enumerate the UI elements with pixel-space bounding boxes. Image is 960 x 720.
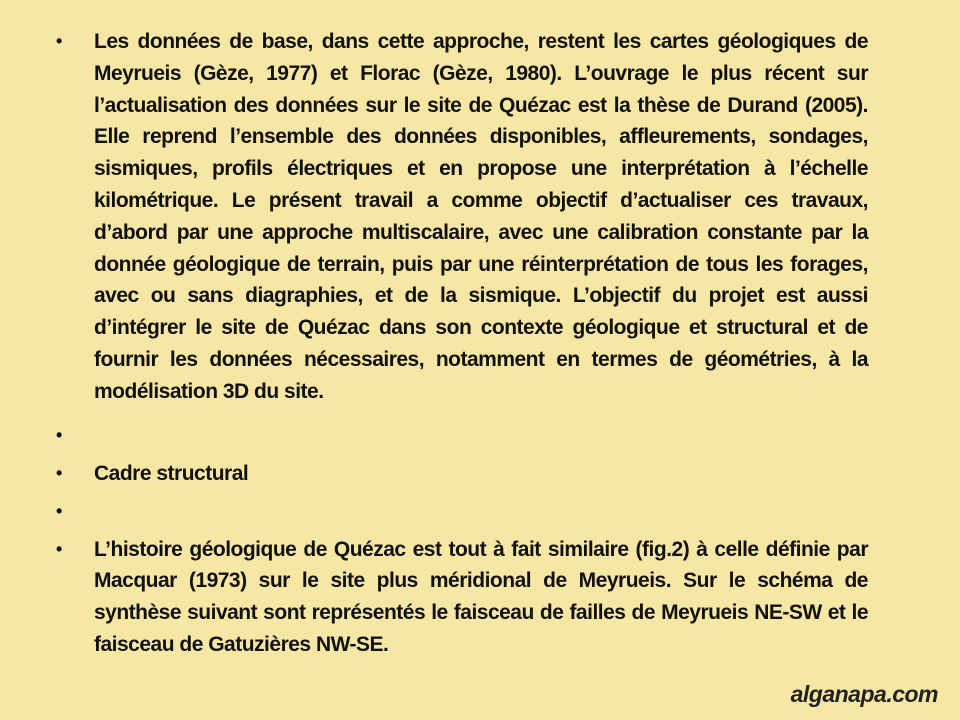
watermark: alganapa.com	[790, 681, 938, 707]
bullet-item-heading	[56, 458, 868, 496]
bullet-dot: •	[56, 538, 62, 559]
bullet-dot: •	[56, 500, 62, 521]
section-heading: Cadre structural	[94, 461, 249, 485]
bullet-dot: •	[56, 462, 62, 483]
bullet-dot: •	[56, 424, 62, 445]
bullet-item-data-sources	[56, 26, 868, 408]
bullet-list	[56, 26, 868, 661]
bullet-item-geologic-history	[56, 534, 868, 661]
bullet-text: L’histoire géologique de Quézac est tout à fait similaire (fig.2) à celle définie par Macquar (1973) sur le site plus méridional de Meyrueis. Sur le schéma de synthèse suivant sont représentés le faisceau de failles de Meyrueis NE-SW et le faisceau de Gatuzières NW-SE.	[94, 537, 868, 656]
bullet-dot: •	[56, 31, 62, 51]
bullet-text: Les données de base, dans cette approche, restent les cartes géologiques de Meyrueis (Gèze, 1977) et Florac (Gèze, 1980). L’ouvrage le plus récent sur l’actualisation des données sur le site de Quézac est la thèse de Durand (2005). Elle reprend l’ensemble des données disponibles, affleurements, sondages, sismiques, profils électriques et en propose une interprétation à l’échelle kilométrique. Le présent travail a comme objectif d’actualiser ces travaux, d’abord par une approche multiscalaire, avec une calibration constante par la donnée géologique de terrain, puis par une réinterprétation de tous les forages, avec ou sans diagraphies, et de la sismique. L’objectif du projet est aussi d’intégrer le site de Quézac dans son contexte géologique et structural et de fournir les données nécessaires, notamment en termes de géométries, à la modélisation 3D du site.	[94, 30, 868, 403]
bullet-item-empty	[56, 496, 868, 534]
bullet-item-empty	[56, 420, 868, 458]
